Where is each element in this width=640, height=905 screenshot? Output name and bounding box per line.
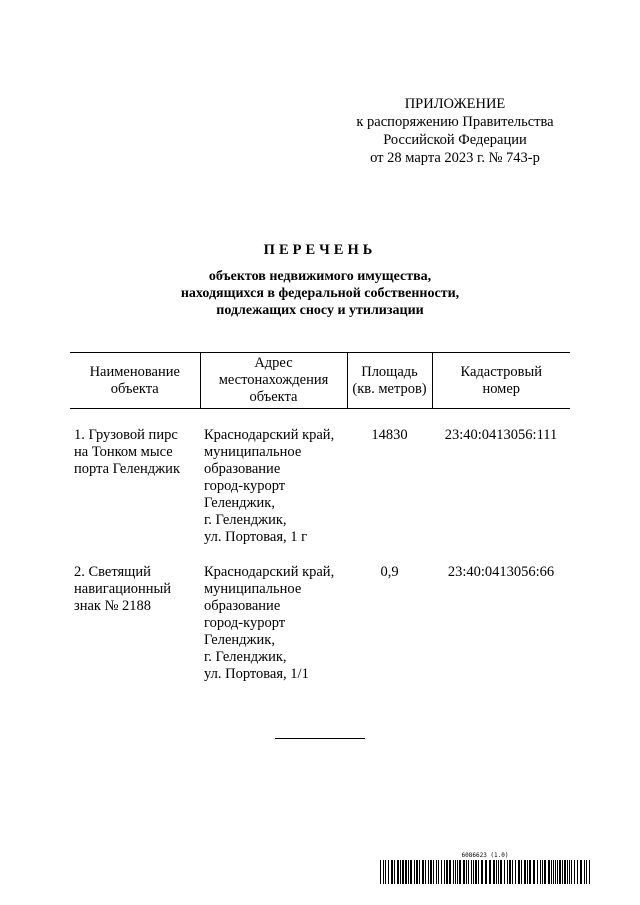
table-row [70, 564, 570, 683]
header-area: Площадь (кв. метров) [347, 353, 432, 409]
table-row [70, 427, 570, 546]
cell-area: 0,9 [380, 564, 399, 580]
cell-address: Краснодарский край, муниципальное образование город-курорт Геленджик, г. Геленджик, ул. Портовая, 1/1 [204, 564, 335, 682]
appendix-title: ПРИЛОЖЕНИЕ [404, 96, 506, 112]
subtitle-line: находящихся в федеральной собственности, [180, 286, 460, 301]
document-subtitle [0, 268, 640, 319]
cell-cadastral-number: 23:40:0413056:111 [444, 427, 558, 443]
subtitle-line: подлежащих сносу и утилизации [216, 303, 424, 318]
barcode-bars [380, 860, 590, 884]
cell-cadastral-number: 23:40:0413056:66 [447, 564, 555, 580]
barcode-label: 6086623 (1.0) [461, 852, 509, 859]
table-header-row [70, 353, 570, 409]
appendix-header [330, 95, 580, 167]
cell-area: 14830 [371, 427, 408, 443]
appendix-line: к распоряжению Правительства [356, 114, 554, 130]
subtitle-line: объектов недвижимого имущества, [208, 269, 432, 284]
objects-table [70, 352, 570, 683]
barcode [380, 852, 590, 884]
header-address: Адрес местонахождения объекта [200, 353, 347, 409]
header-object-name: Наименование объекта [70, 353, 200, 409]
document-title: ПЕРЕЧЕНЬ [263, 242, 377, 258]
header-cadastral-number: Кадастровый номер [432, 353, 570, 409]
closing-divider [275, 738, 365, 739]
cell-object-name: 2. Светящий навигационный знак № 2188 [74, 564, 171, 614]
cell-address: Краснодарский край, муниципальное образование город-курорт Геленджик, г. Геленджик, ул. Портовая, 1 г [204, 427, 335, 545]
cell-object-name: 1. Грузовой пирс на Тонком мысе порта Геленджик [74, 427, 180, 477]
appendix-line: Российской Федерации [383, 132, 527, 148]
appendix-date-number: от 28 марта 2023 г. № 743-р [370, 150, 540, 166]
